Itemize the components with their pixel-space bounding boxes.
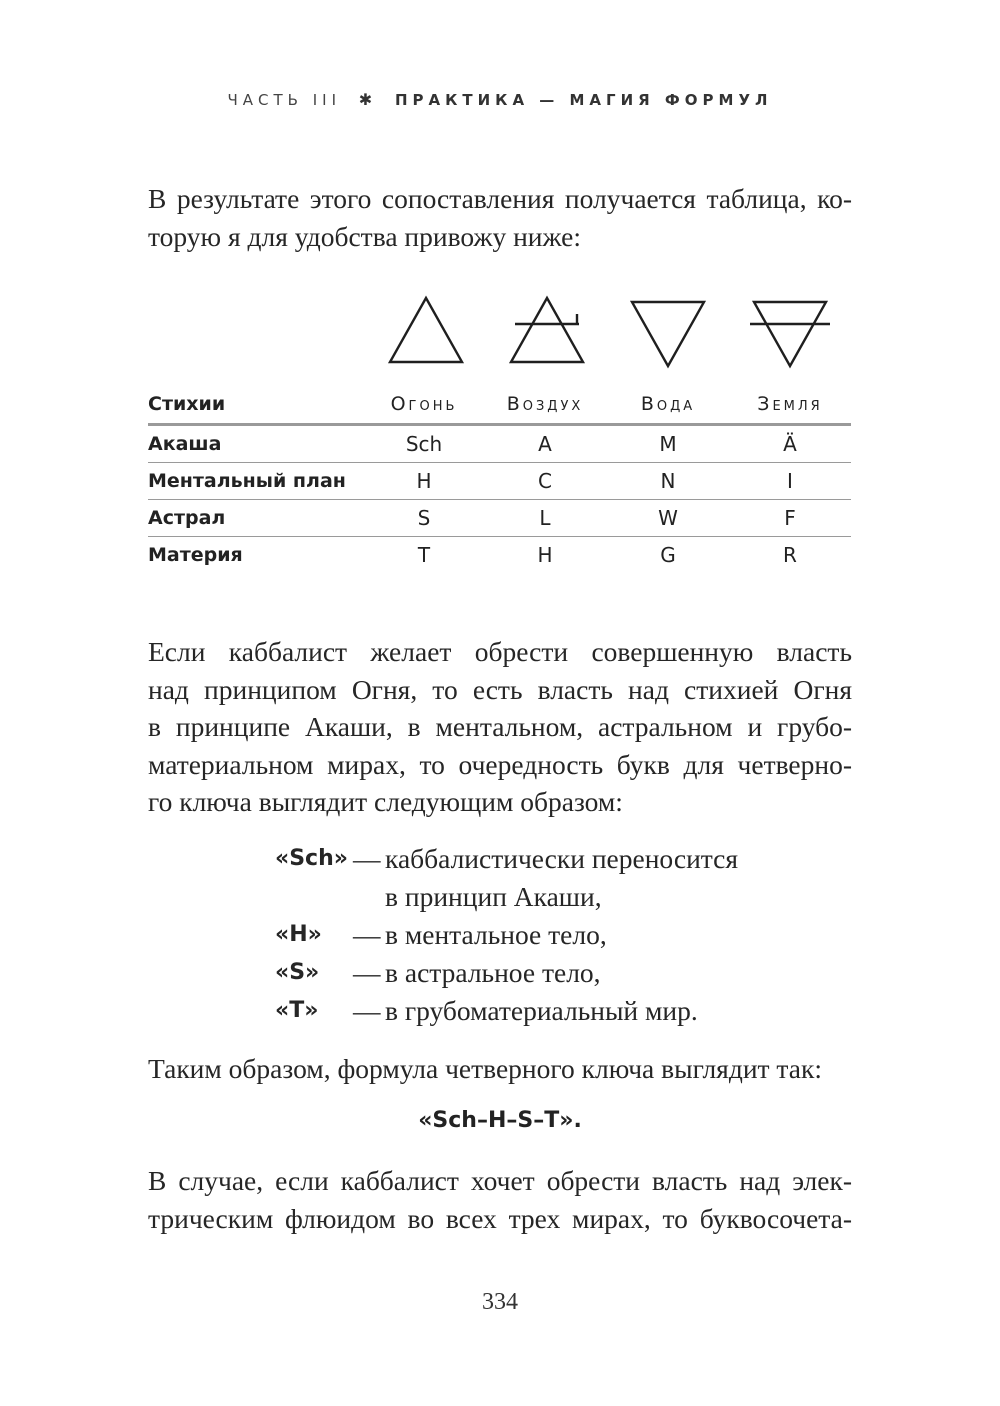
intro-line-2: торую я для удобства привожу ниже: [148, 220, 581, 252]
paragraph-line: трическим флюидом во всех трех мирах, то буквосочета- [148, 1202, 852, 1234]
key-letter: «S» [275, 960, 320, 985]
list-item [275, 840, 835, 878]
table-cell: S [417, 506, 431, 530]
list-item [275, 954, 835, 992]
key-dash: — [353, 919, 381, 950]
table-cell: Ä [783, 432, 797, 456]
row-label-akasha: Акаша [148, 433, 222, 455]
column-header-fire: Огонь [390, 393, 458, 415]
table-header-row [148, 385, 851, 426]
body-paragraph-3 [148, 1050, 852, 1088]
key-text: каббалистически переносится [385, 843, 739, 874]
body-paragraph-4 [148, 1162, 852, 1237]
row-label-matter: Материя [148, 544, 243, 566]
intro-line-1: В результате этого сопоставления получается таблица, ко- [148, 183, 852, 214]
paragraph-line: Если каббалист желает обрести совершенную власть [148, 636, 852, 667]
fire-triangle-icon [386, 294, 466, 370]
paragraph-line: над принципом Огня, то есть власть над стихией Огня [148, 673, 852, 705]
table-cell: Sch [405, 432, 443, 456]
table-cell: R [783, 543, 797, 567]
air-triangle-icon [507, 294, 587, 370]
page-number: 334 [482, 1289, 518, 1315]
table-row [148, 500, 851, 537]
running-head-part: ЧАСТЬ III [227, 91, 342, 109]
row-label-astral: Астрал [148, 507, 226, 529]
formula: «Sch–H–S–T». [418, 1108, 582, 1133]
intro-paragraph [148, 180, 852, 255]
body-paragraph-2 [148, 633, 852, 821]
table-cell: L [539, 506, 551, 530]
table-cell: W [658, 506, 678, 530]
table-cell: G [660, 543, 676, 567]
key-text: в астральное тело, [385, 957, 601, 988]
key-letter-list [275, 840, 835, 1030]
paragraph-line: в принципе Акаши, в ментальном, астральном и грубо- [148, 711, 852, 742]
key-dash: — [353, 843, 381, 874]
table-row [148, 426, 851, 463]
list-item [275, 878, 835, 916]
running-head-title: ПРАКТИКА — МАГИЯ ФОРМУЛ [394, 91, 773, 109]
key-dash: — [353, 995, 381, 1026]
paragraph-line: Таким образом, формула четверного ключа выглядит так: [148, 1053, 822, 1084]
table-cell: H [537, 543, 553, 567]
running-head-separator: ✱ [358, 90, 378, 109]
table-cell: C [538, 469, 552, 493]
elements-table [148, 385, 851, 573]
paragraph-line: го ключа выглядит следующим образом: [148, 786, 623, 817]
column-header-water: Вода [640, 393, 696, 415]
paragraph-line: материальном мирах, то очередность букв для четверно- [148, 748, 852, 780]
table-cell: M [659, 432, 677, 456]
table-row-header-label: Стихии [148, 393, 226, 415]
list-item [275, 916, 835, 954]
paragraph-line: В случае, если каббалист хочет обрести власть над элек- [148, 1165, 852, 1196]
key-text: в грубоматериальный мир. [385, 995, 698, 1026]
key-letter: «T» [275, 998, 319, 1023]
table-row [148, 537, 851, 573]
table-cell: N [660, 469, 676, 493]
water-triangle-icon [628, 294, 708, 370]
earth-triangle-icon [750, 294, 830, 370]
running-head [0, 90, 1000, 109]
key-text: в ментальное тело, [385, 919, 607, 950]
key-dash: — [353, 957, 381, 988]
key-letter: «H» [275, 922, 322, 947]
table-cell: A [538, 432, 552, 456]
column-header-earth: Земля [757, 393, 823, 415]
table-cell: H [416, 469, 432, 493]
row-label-mental: Ментальный план [148, 470, 346, 492]
table-cell: F [784, 506, 796, 530]
table-cell: T [417, 543, 431, 567]
key-text: в принцип Акаши, [385, 881, 602, 912]
table-cell: I [787, 469, 793, 493]
key-letter: «Sch» [275, 846, 348, 871]
list-item [275, 992, 835, 1030]
column-header-air: Воздух [506, 393, 584, 415]
table-row [148, 463, 851, 500]
